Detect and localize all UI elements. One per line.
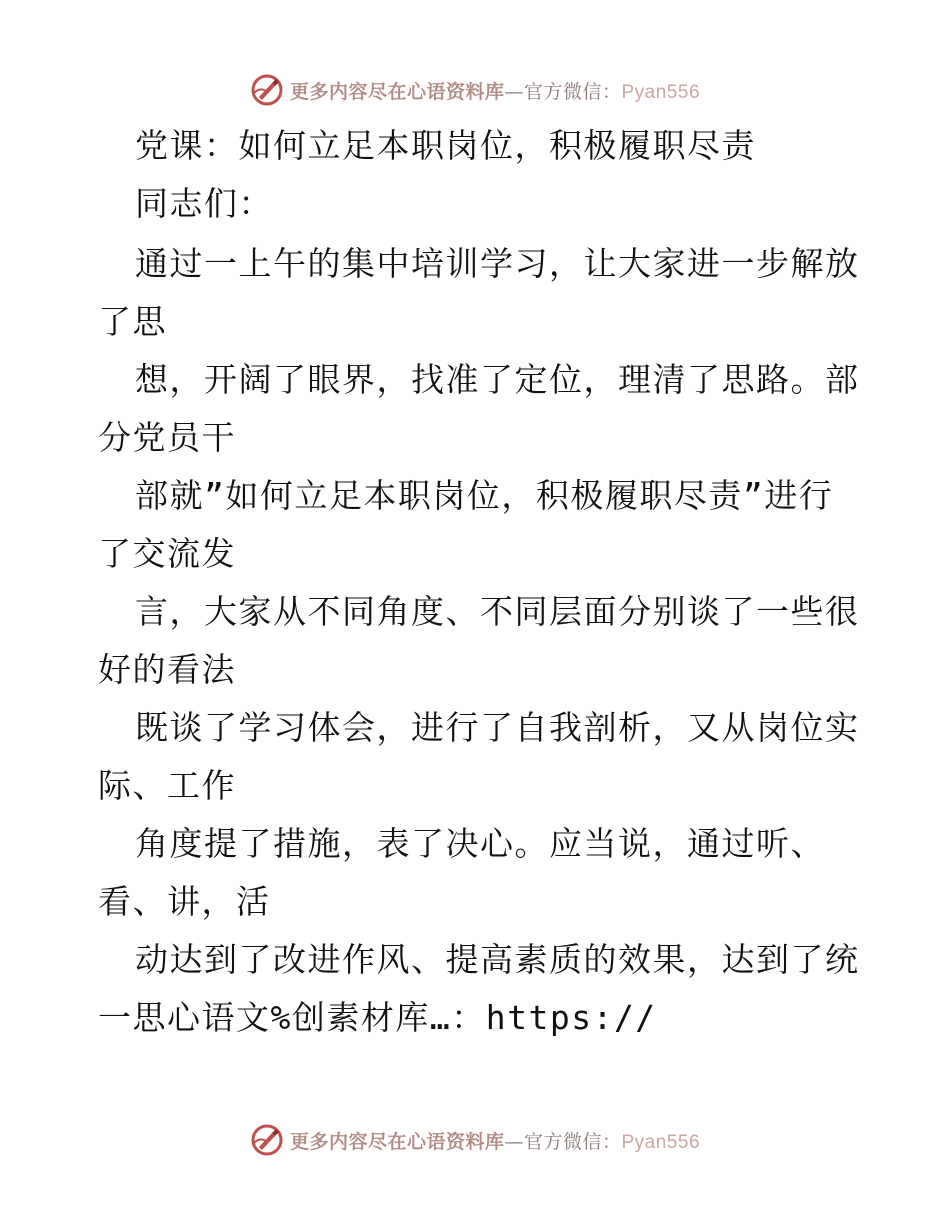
- banner-dash: —: [504, 80, 524, 103]
- banner-main-text: 更多内容尽在心语资料库: [289, 80, 505, 103]
- paragraph-line: 分党员干: [98, 418, 236, 457]
- paragraph-line: 既谈了学习体会，进行了自我剖析，又从岗位实: [135, 708, 860, 747]
- banner-dash: —: [504, 1130, 524, 1153]
- paragraph-line: 一思心语文%创素材库…：https://: [98, 998, 657, 1037]
- paragraph-line: 看、讲，活: [98, 882, 271, 921]
- banner-wechat-id: Pyan556: [621, 81, 701, 103]
- banner-text: [290, 77, 700, 104]
- paragraph-line: 想，开阔了眼界，找准了定位，理清了思路。部: [135, 360, 860, 399]
- banner-main-text: 更多内容尽在心语资料库: [289, 1130, 505, 1153]
- paragraph-line: 际、工作: [98, 766, 236, 805]
- paragraph-line: 了思: [98, 302, 167, 341]
- paragraph-line: 部就”如何立足本职岗位，积极履职尽责”进行: [135, 476, 834, 515]
- pen-logo-icon: [250, 73, 284, 107]
- document-title: 党课：如何立足本职岗位，积极履职尽责: [135, 126, 756, 165]
- footer-banner: [0, 1120, 950, 1160]
- paragraph-line: 通过一上午的集中培训学习，让大家进一步解放: [135, 244, 860, 283]
- paragraph-line: 动达到了改进作风、提高素质的效果，达到了统: [135, 940, 860, 979]
- header-banner: [0, 70, 950, 110]
- paragraph-line: 言，大家从不同角度、不同层面分别谈了一些很: [135, 592, 860, 631]
- salutation: 同志们：: [135, 184, 273, 223]
- banner-text: [290, 1127, 700, 1154]
- banner-official-label: 官方微信：: [523, 1130, 622, 1153]
- paragraph-line: 好的看法: [98, 650, 236, 689]
- paragraph-line: 角度提了措施，表了决心。应当说，通过听、: [135, 824, 825, 863]
- paragraph-line: 了交流发: [98, 534, 236, 573]
- pen-logo-icon: [250, 1123, 284, 1157]
- banner-official-label: 官方微信：: [523, 80, 622, 103]
- banner-wechat-id: Pyan556: [621, 1131, 701, 1153]
